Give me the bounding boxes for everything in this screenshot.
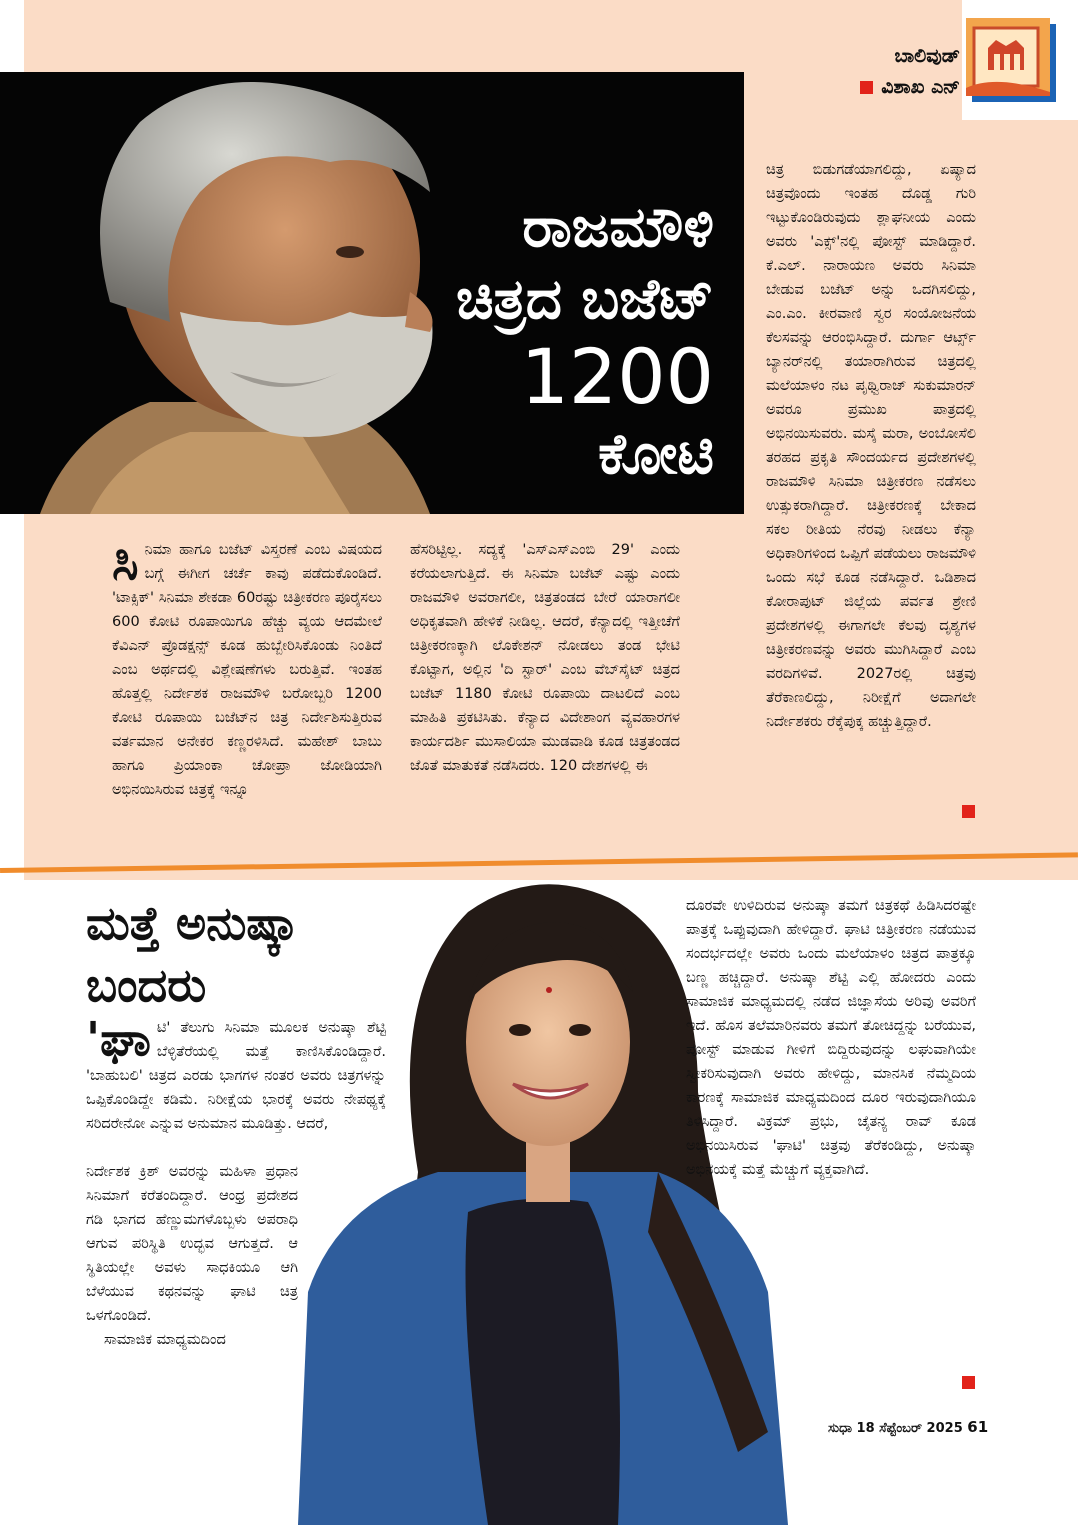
article1-column3-top [766,158,976,734]
headline-line2: ಚಿತ್ರದ ಬಜೆಟ್ [456,266,714,332]
author-name: ವಿಶಾಖ ಎನ್ [881,76,960,98]
end-mark-icon [962,1376,975,1389]
headline-line4: ಕೋಟಿ [598,421,714,487]
end-mark-icon [962,805,975,818]
red-square-icon [860,81,873,94]
article1-column1 [112,533,382,802]
article2-headline-line2: ಬಂದರು [86,958,207,1012]
article1-col2-text: ಹೆಸರಿಟ್ಟಿಲ್ಲ. ಸದ್ಯಕ್ಕೆ 'ಎಸ್‌ಎಸ್‌ಎಂಬಿ 29' ಎಂದು ಕರೆಯಲಾಗುತ್ತಿದೆ. ಈ ಸಿನಿಮಾ ಬಜೆಟ್ ಎಷ್ಟು ಎಂದು ರಾಜಮೌಳಿ ಅವರಾಗಲೀ, ಚಿತ್ರತಂಡದ ಬೇರೆ ಯಾರಾಗಲೀ ಅಧಿಕೃತವಾಗಿ ಹೇಳಿಕೆ ನೀಡಿಲ್ಲ. ಆದರೆ, ಕೆನ್ಯಾದಲ್ಲಿ ಇತ್ತೀಚೆಗೆ ಚಿತ್ರೀಕರಣಕ್ಕಾಗಿ ಲೊಕೇಶನ್ ನೋಡಲು ತಂಡ ಭೇಟಿ ಕೊಟ್ಟಾಗ, ಅಲ್ಲಿನ 'ದಿ ಸ್ಟಾರ್' ಎಂಬ ವೆಬ್‌ಸೈಟ್ ಚಿತ್ರದ ಬಜೆಟ್ 1180 ಕೋಟಿ ರೂಪಾಯಿ ದಾಟಲಿದೆ ಎಂಬ ಮಾಹಿತಿ ಪ್ರಕಟಿಸಿತು. ಕೆನ್ಯಾದ ವಿದೇಶಾಂಗ ವ್ಯವಹಾರಗಳ ಕಾರ್ಯದರ್ಶಿ ಮುಸಾಲಿಯಾ ಮುಡವಾಡಿ ಕೂಡ ಚಿತ್ರತಂಡದ ಜೊತೆ ಮಾತುಕತೆ ನಡೆಸಿದರು. 120 ದೇಶಗಳಲ್ಲಿ ಈ [410,542,680,774]
headline-number: 1200 [520,332,714,422]
article1-dropcap: ಸಿ [112,533,139,591]
section-label: ಬಾಲಿವುಡ್ [894,45,960,67]
author-byline [800,76,960,98]
article2-col2-text: ದೂರವೇ ಉಳಿದಿರುವ ಅನುಷ್ಕಾ ತಮಗೆ ಚಿತ್ರಕಥೆ ಹಿಡಿಸಿದರಷ್ಟೇ ಪಾತ್ರಕ್ಕೆ ಒಪ್ಪುವುದಾಗಿ ಹೇಳಿದ್ದಾರೆ. ಘಾಟಿ ಚಿತ್ರೀಕರಣ ನಡೆಯುವ ಸಂದರ್ಭದಲ್ಲೇ ಅವರು ಒಂದು ಮಲೆಯಾಳಂ ಚಿತ್ರದ ಪಾತ್ರಕ್ಕೂ ಬಣ್ಣ ಹಚ್ಚಿದ್ದಾರೆ. ಅನುಷ್ಕಾ ಶೆಟ್ಟಿ ಎಲ್ಲಿ ಹೋದರು ಎಂದು ಸಾಮಾಜಿಕ ಮಾಧ್ಯಮದಲ್ಲಿ ನಡೆದ ಜಿಜ್ಞಾಸೆಯ ಅರಿವು ಅವರಿಗೆ ಇದೆ. ಹೊಸ ತಲೆಮಾರಿನವರು ತಮಗೆ ತೋಚಿದ್ದನ್ನು ಬರೆಯುವ, ಪೋಸ್ಟ್ ಮಾಡುವ ಗೀಳಿಗೆ ಬಿದ್ದಿರುವುದನ್ನು ಲಘುವಾಗಿಯೇ ಸ್ವೀಕರಿಸುವುದಾಗಿ ಅವರು ಹೇಳಿದ್ದು, ಮಾನಸಿಕ ನೆಮ್ಮದಿಯ ಕಾರಣಕ್ಕೆ ಸಾಮಾಜಿಕ ಮಾಧ್ಯಮದಿಂದ ದೂರ ಇರುವುದಾಗಿಯೂ ತಿಳಿಸಿದ್ದಾರೆ. ವಿಕ್ರಮ್ ಪ್ರಭು, ಚೈತನ್ಯ ರಾವ್ ಕೂಡ ಅಭಿನಯಿಸಿರುವ 'ಘಾಟಿ' ಚಿತ್ರವು ತೆರೆಕಂಡಿದ್ದು, ಅನುಷ್ಕಾ ಅಭಿನಯಕ್ಕೆ ಮತ್ತೆ ಮೆಚ್ಚುಗೆ ವ್ಯಕ್ತವಾಗಿದೆ. [686,898,976,1178]
article2-col1c-text: ಸಾಮಾಜಿಕ ಮಾಧ್ಯಮದಿಂದ [104,1332,226,1348]
article2-column1-top [86,1012,386,1136]
article1-column2 [410,538,680,778]
hero-photo [0,72,744,514]
article2-column1-bottom [86,1160,298,1352]
article2-col1b-text: ನಿರ್ದೇಶಕ ಕ್ರಿಶ್ ಅವರನ್ನು ಮಹಿಳಾ ಪ್ರಧಾನ ಸಿನಿಮಾಗೆ ಕರೆತಂದಿದ್ದಾರೆ. ಆಂಧ್ರ ಪ್ರದೇಶದ ಗಡಿ ಭಾಗದ ಹೆಣ್ಣುಮಗಳೊಬ್ಬಳು ಅಪರಾಧಿ ಆಗುವ ಪರಿಸ್ಥಿತಿ ಉದ್ಭವ ಆಗುತ್ತದೆ. ಆ ಸ್ಥಿತಿಯಲ್ಲೇ ಅವಳು ಸಾಧಕಿಯೂ ಆಗಿ ಬೆಳೆಯುವ ಕಥನವನ್ನು ಘಾಟಿ ಚಿತ್ರ ಒಳಗೊಂಡಿದೆ. [86,1164,298,1324]
article2-dropcap: 'ಘಾ [86,1012,151,1066]
footer-text: ಸುಧಾ 18 ಸೆಪ್ಟೆಂಬರ್ 2025 [828,1421,963,1436]
headline-line1: ರಾಜಮೌಳಿ [522,195,714,260]
article2-headline-line1: ಮತ್ತೆ ಅನುಷ್ಕಾ [86,896,299,950]
article1-col1-text: ನಿಮಾ ಹಾಗೂ ಬಜೆಟ್ ವಿಸ್ತರಣೆ ಎಂಬ ವಿಷಯದ ಬಗ್ಗೆ ಈಗೀಗ ಚರ್ಚೆ ಕಾವು ಪಡೆದುಕೊಂಡಿದೆ. 'ಟಾಕ್ಸಿಕ್' ಸಿನಿಮಾ ಶೇಕಡಾ 60ರಷ್ಟು ಚಿತ್ರೀಕರಣ ಪೂರೈಸಲು 600 ಕೋಟಿ ರೂಪಾಯಿಗೂ ಹೆಚ್ಚು ವ್ಯಯ ಆದಮೇಲೆ ಕೆವಿಎನ್ ಪ್ರೊಡಕ್ಷನ್ಸ್ ಕೂಡ ಹುಬ್ಬೇರಿಸಿಕೊಂಡು ನಿಂತಿದೆ ಎಂಬ ಅರ್ಥದಲ್ಲಿ ವಿಶ್ಲೇಷಣೆಗಳು ಬರುತ್ತಿವೆ. ಇಂತಹ ಹೊತ್ತಲ್ಲಿ ನಿರ್ದೇಶಕ ರಾಜಮೌಳಿ ಬರೋಬ್ಬರಿ 1200 ಕೋಟಿ ರೂಪಾಯಿ ಬಜೆಟ್‌ನ ಚಿತ್ರ ನಿರ್ದೇಶಿಸುತ್ತಿರುವ ವರ್ತಮಾನ ಅನೇಕರ ಕಣ್ಣರಳಿಸಿದೆ. ಮಹೇಶ್ ಬಾಬು ಹಾಗೂ ಪ್ರಿಯಾಂಕಾ ಚೋಪ್ರಾ ಜೋಡಿಯಾಗಿ ಅಭಿನಯಿಸಿರುವ ಚಿತ್ರಕ್ಕೆ ಇನ್ನೂ [112,542,382,798]
section-logo-icon [966,18,1060,104]
article2-headline [86,892,298,1016]
article1-col3-text: ಚಿತ್ರ ಬಿಡುಗಡೆಯಾಗಲಿದ್ದು, ಏಷ್ಯಾದ ಚಿತ್ರವೊಂದು ಇಂತಹ ದೊಡ್ಡ ಗುರಿ ಇಟ್ಟುಕೊಂಡಿರುವುದು ಶ್ಲಾಘನೀಯ ಎಂದು ಅವರು 'ಎಕ್ಸ್'ನಲ್ಲಿ ಪೋಸ್ಟ್ ಮಾಡಿದ್ದಾರೆ. ಕೆ.ಎಲ್. ನಾರಾಯಣ ಅವರು ಸಿನಿಮಾ ಬೇಡುವ ಬಜೆಟ್ ಅನ್ನು ಒದಗಿಸಲಿದ್ದು, ಎಂ.ಎಂ. ಕೀರವಾಣಿ ಸ್ವರ ಸಂಯೋಜನೆಯ ಕೆಲಸವನ್ನು ಆರಂಭಿಸಿದ್ದಾರೆ. ದುರ್ಗಾ ಆರ್ಟ್ಸ್ ಬ್ಯಾನರ್‌ನಲ್ಲಿ ತಯಾರಾಗಿರುವ ಚಿತ್ರದಲ್ಲಿ ಮಲೆಯಾಳಂ ನಟ ಪೃಥ್ವಿರಾಜ್ ಸುಕುಮಾರನ್ ಅವರೂ ಪ್ರಮುಖ ಪಾತ್ರದಲ್ಲಿ ಅಭಿನಯಿಸುವರು. ಮಸೈ ಮರಾ, ಅಂಬೋಸೆಲಿ ತರಹದ ಪ್ರಕೃತಿ ಸೌಂದರ್ಯದ ಪ್ರದೇಶಗಳಲ್ಲಿ ರಾಜಮೌಳಿ ಸಿನಿಮಾ ಚಿತ್ರೀಕರಣ ನಡೆಸಲು ಉತ್ಸುಕರಾಗಿದ್ದಾರೆ. ಚಿತ್ರೀಕರಣಕ್ಕೆ ಬೇಕಾದ ಸಕಲ ರೀತಿಯ ನೆರವು ನೀಡಲು ಕೆನ್ಯಾ ಅಧಿಕಾರಿಗಳಿಂದ ಒಪ್ಪಿಗೆ ಪಡೆಯಲು ರಾಜಮೌಳಿ ಒಂದು ಸಭೆ ಕೂಡ ನಡೆಸಿದ್ದಾರೆ. ಒಡಿಶಾದ ಕೋರಾಪುಟ್ ಜಿಲ್ಲೆಯ ಪರ್ವತ ಶ್ರೇಣಿ ಪ್ರದೇಶಗಳಲ್ಲಿ ಈಗಾಗಲೇ ಕೆಲವು ದೃಶ್ಯಗಳ ಚಿತ್ರೀಕರಣವನ್ನು ಅವರು ಮುಗಿಸಿದ್ದಾರೆ ಎಂಬ ವರದಿಗಳಿವೆ. 2027ರಲ್ಲಿ ಚಿತ್ರವು ತೆರೆಕಾಣಲಿದ್ದು, ನಿರೀಕ್ಷೆಗೆ ಅದಾಗಲೇ ನಿರ್ದೇಶಕರು ರೆಕ್ಕೆಪುಕ್ಕ ಹಚ್ಚುತ್ತಿದ್ದಾರೆ. [766,162,976,730]
article1-headline [456,192,714,491]
article2-column2 [686,894,976,1182]
article2-col1a-text: ಟಿ' ತೆಲುಗು ಸಿನಿಮಾ ಮೂಲಕ ಅನುಷ್ಕಾ ಶೆಟ್ಟಿ ಬೆಳ್ಳಿತೆರೆಯಲ್ಲಿ ಮತ್ತೆ ಕಾಣಿಸಿಕೊಂಡಿದ್ದಾರೆ. 'ಬಾಹುಬಲಿ' ಚಿತ್ರದ ಎರಡು ಭಾಗಗಳ ನಂತರ ಅವರು ಚಿತ್ರಗಳನ್ನು ಒಪ್ಪಿಕೊಂಡಿದ್ದೇ ಕಡಿಮೆ. ನಿರೀಕ್ಷೆಯ ಭಾರಕ್ಕೆ ಅವರು ನೇಪಥ್ಯಕ್ಕೆ ಸರಿದರೇನೋ ಎನ್ನುವ ಅನುಮಾನ ಮೂಡಿತ್ತು. ಆದರೆ, [86,1020,386,1132]
page-footer [828,1418,988,1436]
page-number: 61 [967,1418,989,1436]
